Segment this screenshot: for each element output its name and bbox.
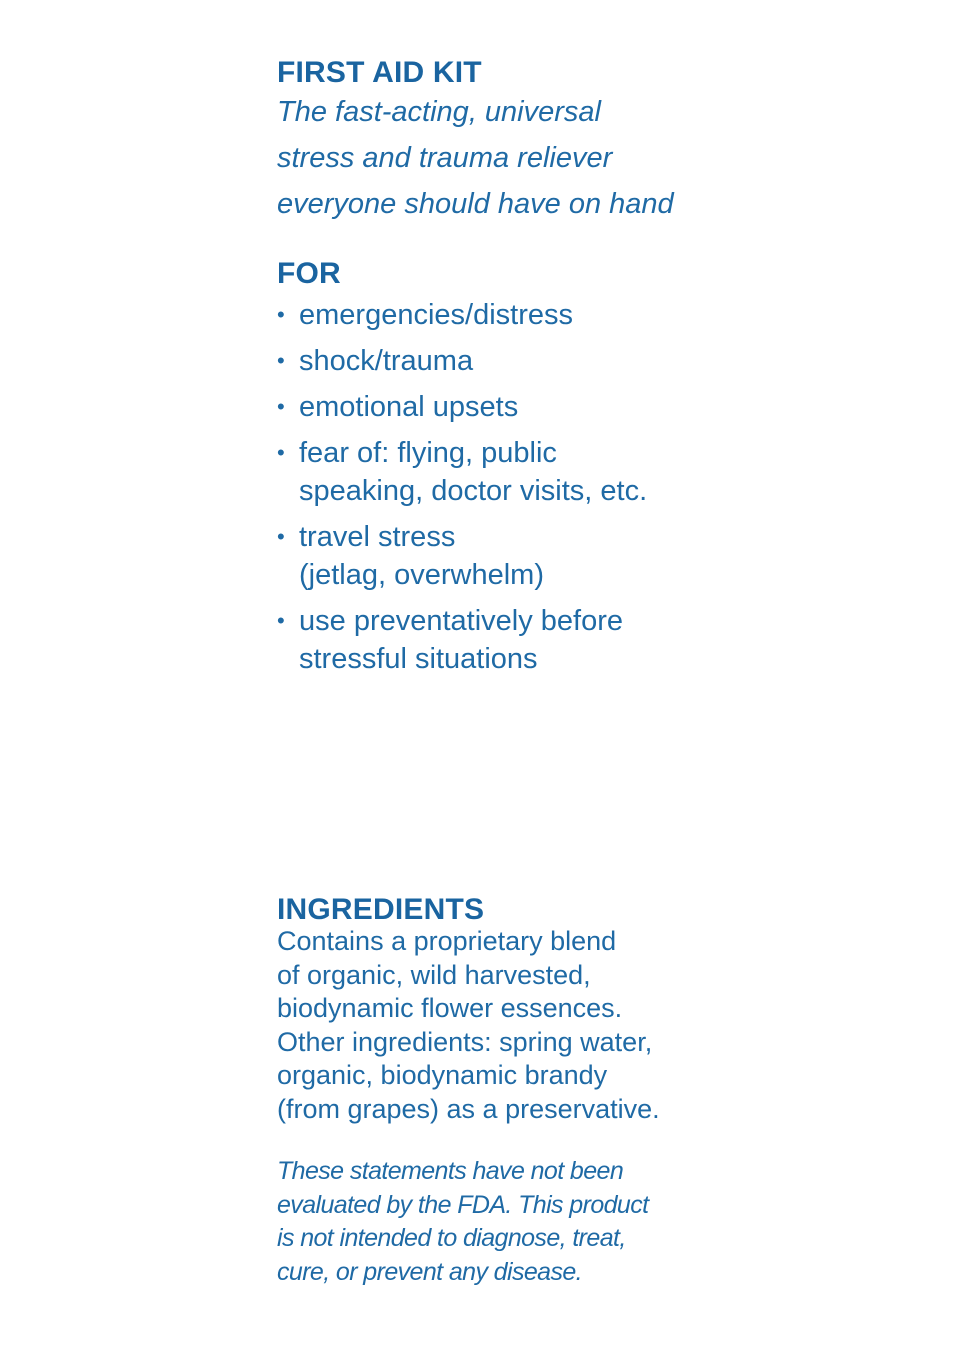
fda-disclaimer [277, 1155, 717, 1290]
list-item [277, 602, 717, 678]
ingredients-title: INGREDIENTS [277, 893, 485, 926]
list-item-text: speaking, doctor visits, etc. [299, 475, 648, 507]
bullet-icon: • [277, 302, 285, 327]
ingredients-line: (from grapes) as a preservative. [277, 1093, 660, 1124]
first-aid-title: FIRST AID KIT [277, 56, 482, 89]
ingredients-line: of organic, wild harvested, [277, 959, 591, 990]
list-item [277, 388, 717, 426]
tagline-line: The fast-acting, universal [277, 96, 601, 128]
disclaimer-line: evaluated by the FDA. This product [277, 1190, 649, 1219]
bullet-icon: • [277, 348, 285, 373]
disclaimer-line: is not intended to diagnose, treat, [277, 1224, 626, 1253]
bullet-icon: • [277, 394, 285, 419]
for-section [277, 256, 717, 686]
list-item-text: use preventatively before [299, 605, 624, 637]
list-item-text: emotional upsets [299, 391, 519, 423]
first-aid-section [277, 55, 717, 227]
ingredients-section [277, 892, 717, 1127]
bullet-icon: • [277, 608, 285, 633]
first-aid-tagline [277, 89, 717, 227]
disclaimer-line: cure, or prevent any disease. [277, 1258, 583, 1287]
ingredients-line: organic, biodynamic brandy [277, 1060, 608, 1091]
ingredients-line: biodynamic flower essences. [277, 993, 623, 1024]
ingredients-line: Contains a proprietary blend [277, 926, 617, 956]
tagline-line: stress and trauma reliever [277, 142, 613, 174]
list-item-text: shock/trauma [299, 345, 474, 377]
list-item-text: travel stress [299, 521, 456, 553]
list-item-text: fear of: flying, public [299, 437, 557, 469]
ingredients-line: Other ingredients: spring water, [277, 1026, 653, 1057]
bullet-icon: • [277, 440, 285, 465]
list-item-text: (jetlag, overwhelm) [299, 559, 544, 591]
disclaimer-text [277, 1155, 717, 1290]
list-item [277, 518, 717, 594]
tagline-line: everyone should have on hand [277, 188, 674, 220]
ingredients-text [277, 925, 717, 1127]
list-item [277, 296, 717, 334]
bullet-icon: • [277, 524, 285, 549]
list-item-text: emergencies/distress [299, 299, 573, 331]
list-item [277, 342, 717, 380]
list-item [277, 434, 717, 510]
for-list [277, 296, 717, 678]
list-item-text: stressful situations [299, 643, 538, 675]
disclaimer-line: These statements have not been [277, 1157, 624, 1185]
for-title: FOR [277, 257, 341, 290]
